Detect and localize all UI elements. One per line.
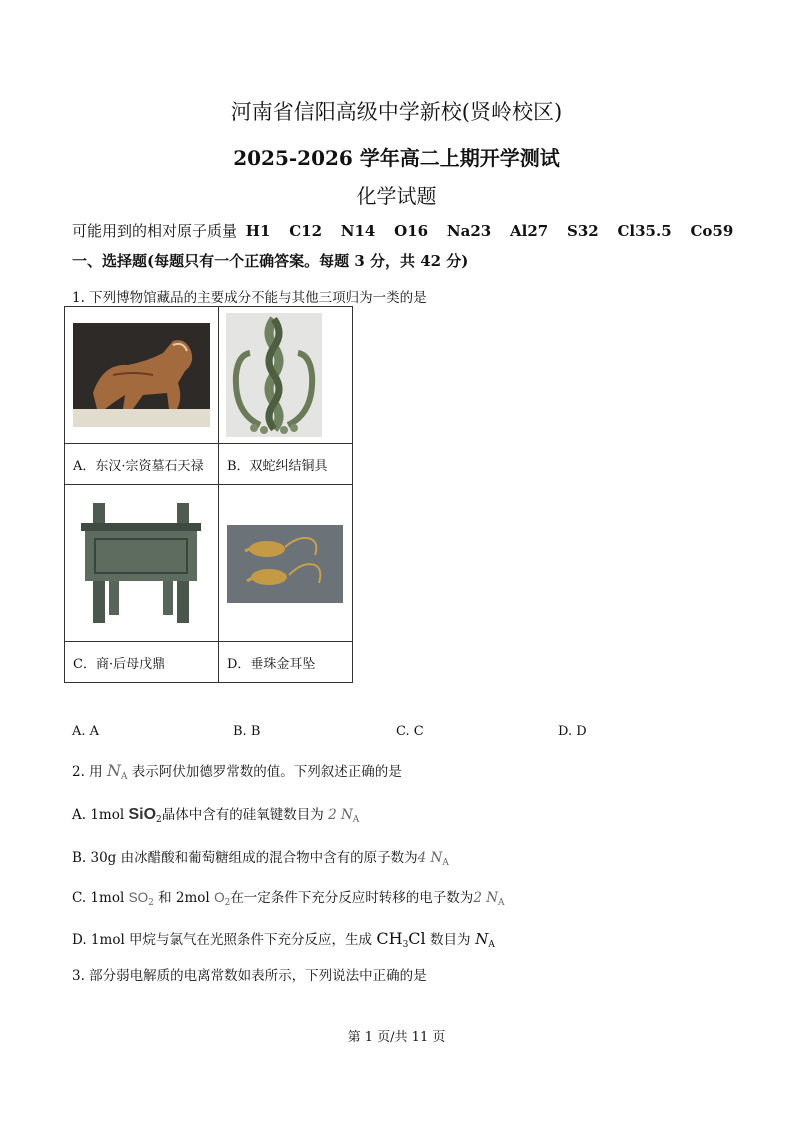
mass-item: Cl35.5: [617, 222, 672, 240]
relic-cell-d: [219, 485, 353, 642]
page-footer: 第 1 页/共 11 页: [347, 1030, 446, 1045]
atomic-masses-label: 可能用到的相对原子质量: [72, 222, 238, 240]
q2-a-pre: A. 1mol: [72, 807, 125, 823]
q2-stem-suffix: 表示阿伏加德罗常数的值。下列叙述正确的是: [131, 764, 402, 780]
q2-option-c: C. 1mol $SO_2$ 和 2mol $O_2$在一定条件下充分反应时转移的电子数为2 $N_A$: [72, 890, 505, 908]
q2-a-mid: 晶体中含有的硅氧键数目为: [161, 807, 324, 823]
q2-c-mid: 和 2mol: [158, 890, 210, 906]
relic-cell-b: [219, 307, 353, 444]
q2-d-post: 数目为: [429, 932, 471, 948]
na-subscript: A: [120, 772, 128, 782]
atomic-masses: [72, 220, 733, 241]
exam-title: 2025-2026 学年高二上期开学测试: [233, 146, 560, 170]
question-3-stem: 3. 部分弱电解质的电离常数如表所示，下列说法中正确的是: [72, 968, 427, 984]
question-2-stem: [72, 760, 402, 782]
question-1-stem: 1. 下列博物馆藏品的主要成分不能与其他三项归为一类的是: [72, 290, 427, 306]
q2-a-coef: 2: [328, 807, 337, 823]
q2-stem-prefix: 2. 用: [72, 764, 103, 780]
q2-c-f2-sub: 2: [224, 898, 231, 908]
q2-c-f2: O: [214, 890, 225, 905]
q2-d-formula-a: CH: [376, 929, 403, 948]
relic-caption-c: C．商·后母戊鼎: [65, 642, 219, 683]
mass-item: Na23: [446, 222, 492, 240]
relic-cell-c: [65, 485, 219, 642]
q2-a-formula: SiO: [128, 806, 157, 823]
q2-c-f1-sub: 2: [148, 898, 154, 908]
relic-caption-d: D．垂珠金耳坠: [219, 642, 353, 683]
q2-option-b: B. 30g 由冰醋酸和葡萄糖组成的混合物中含有的原子数为4 $N_A$: [72, 850, 449, 868]
q2-option-a: A. 1mol SiO$_2$晶体中含有的硅氧键数目为 2 $N_A$: [72, 806, 360, 825]
q1-option-d: D. D: [558, 724, 587, 739]
mass-item: O16: [394, 222, 429, 240]
q2-c-post: 在一定条件下充分反应时转移的电子数为: [230, 890, 474, 906]
na-symbol: N: [106, 761, 121, 780]
mass-item: H1: [245, 222, 271, 240]
relic-caption-b: B．双蛇纠结铜具: [219, 444, 353, 485]
q1-option-a: A. A: [72, 724, 100, 739]
gold-earrings-image: [227, 525, 343, 603]
relic-caption-a: A．东汉·宗资墓石天禄: [65, 444, 219, 485]
relics-table: [64, 306, 353, 683]
q1-option-b: B. B: [233, 724, 261, 739]
mass-item: Co59: [690, 222, 734, 240]
subject-title: 化学试题: [356, 184, 437, 208]
bronze-ding-image: [79, 501, 203, 627]
mass-item: S32: [566, 222, 599, 240]
q2-c-pre: C. 1mol: [72, 890, 125, 906]
q2-d-pre: D. 1mol 甲烷与氯气在光照条件下充分反应，生成: [72, 932, 373, 948]
mass-item: Al27: [509, 222, 549, 240]
q2-option-d: D. 1mol 甲烷与氯气在光照条件下充分反应，生成 $CH_3Cl$ 数目为 $N_A$: [72, 929, 495, 950]
mass-item: C12: [289, 222, 322, 240]
school-title: 河南省信阳高级中学新校(贤岭校区): [230, 100, 563, 124]
q2-d-formula-b: Cl: [408, 929, 426, 948]
relic-cell-a: [65, 307, 219, 444]
q2-d-formula-sub: 3: [402, 940, 409, 950]
twin-snake-bronze-image: [226, 313, 322, 437]
stone-beast-image: [73, 323, 210, 427]
q2-b-pre: B. 30g 由冰醋酸和葡萄糖组成的混合物中含有的原子数为: [72, 850, 418, 866]
q2-b-coef: 4: [417, 850, 427, 866]
q2-c-f1: SO: [128, 890, 149, 905]
q2-a-formula-sub: 2: [156, 815, 162, 825]
mass-item: N14: [340, 222, 376, 240]
q1-option-c: C. C: [396, 724, 424, 739]
section-heading: 一、选择题(每题只有一个正确答案。每题 3 分，共 42 分): [72, 252, 469, 270]
q2-c-coef: 2: [473, 890, 482, 906]
